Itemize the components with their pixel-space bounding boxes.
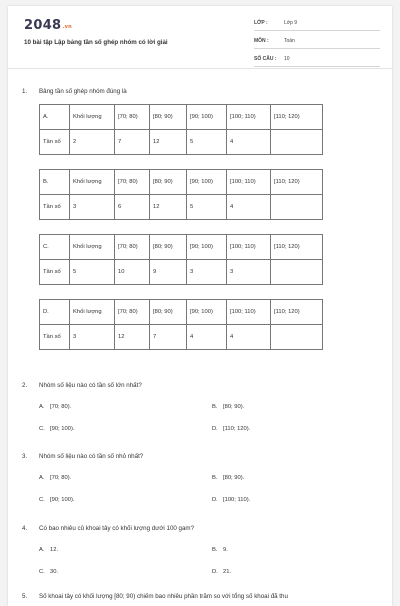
table-row (40, 300, 323, 325)
table-cell: [80; 90) (150, 235, 187, 260)
table-cell: 12 (150, 130, 187, 155)
table-cell: 12 (150, 195, 187, 220)
option-letter: C. (40, 235, 70, 260)
meta-label: LỚP : (254, 20, 268, 26)
table-cell: [90; 100) (187, 105, 227, 130)
table-cell (271, 130, 323, 155)
frequency-table-b[interactable] (39, 169, 323, 220)
meta-value: Toán (284, 38, 295, 44)
table-header-cell: Khối lượng (70, 235, 115, 260)
option-letter: D. (40, 300, 70, 325)
option-letter: A. (39, 404, 45, 410)
table-row (40, 195, 323, 220)
question-number: 4. (22, 525, 28, 532)
option-text: 12. (50, 547, 59, 553)
question-number: 5. (22, 593, 28, 600)
table-header-cell: Tần số (40, 325, 70, 350)
table-cell: 4 (187, 325, 227, 350)
option-text: [80; 90). (223, 404, 245, 410)
table-cell: 5 (70, 260, 115, 285)
meta-label: SỐ CÂU : (254, 56, 277, 62)
table-row (40, 235, 323, 260)
table-cell: 12 (115, 325, 150, 350)
document-header (8, 6, 392, 69)
option-text: [110; 120). (223, 426, 251, 432)
site-logo[interactable] (24, 18, 72, 33)
q3-option-d[interactable] (212, 497, 250, 503)
table-row (40, 170, 323, 195)
option-letter: C. (39, 497, 45, 503)
table-cell: [110; 120) (271, 235, 323, 260)
document-title: 10 bài tập Lập bảng tần số ghép nhóm có lời giải (24, 39, 168, 46)
table-cell: 4 (227, 130, 271, 155)
option-letter: B. (212, 475, 218, 481)
frequency-table-a[interactable] (39, 104, 323, 155)
table-cell: [70; 80) (115, 300, 150, 325)
option-text: [70; 80). (50, 475, 72, 481)
table-cell: [70; 80) (115, 170, 150, 195)
option-letter: A. (40, 105, 70, 130)
question-text: Số khoai tây có khối lượng [80; 90) chiếm bao nhiêu phần trăm so với tổng số khoai đã thu (39, 593, 288, 600)
option-text: 30. (50, 569, 59, 575)
option-letter: D. (212, 426, 218, 432)
table-header-cell: Tần số (40, 130, 70, 155)
table-cell: 7 (115, 130, 150, 155)
frequency-table-c[interactable] (39, 234, 323, 285)
q4-option-c[interactable] (39, 569, 58, 575)
table-row (40, 325, 323, 350)
table-cell: 3 (70, 325, 115, 350)
table-cell: [110; 120) (271, 300, 323, 325)
table-cell: 7 (150, 325, 187, 350)
option-letter: D. (212, 569, 218, 575)
table-row (40, 260, 323, 285)
table-cell: [90; 100) (187, 235, 227, 260)
question-number: 3. (22, 453, 28, 460)
table-header-cell: Khối lượng (70, 105, 115, 130)
table-cell: 2 (70, 130, 115, 155)
logo-text: 2048 (24, 18, 62, 33)
meta-subject (254, 36, 380, 49)
table-cell: 6 (115, 195, 150, 220)
meta-label: MÔN : (254, 38, 269, 44)
table-cell: [90; 100) (187, 170, 227, 195)
option-text: [70; 80). (50, 404, 72, 410)
option-text: [80; 90). (223, 475, 245, 481)
table-cell: [100; 110) (227, 170, 271, 195)
question-text: Có bao nhiêu củ khoai tây có khối lượng dưới 100 gam? (39, 525, 195, 532)
table-cell: 3 (70, 195, 115, 220)
q3-option-c[interactable] (39, 497, 75, 503)
option-letter: C. (39, 426, 45, 432)
table-cell: 5 (187, 195, 227, 220)
logo-suffix: .vn (62, 24, 73, 30)
table-cell: 3 (227, 260, 271, 285)
meta-value: Lớp 9 (284, 20, 298, 26)
table-cell (271, 325, 323, 350)
table-row (40, 105, 323, 130)
option-letter: B. (212, 547, 218, 553)
table-cell: [90; 100) (187, 300, 227, 325)
option-letter: C. (39, 569, 45, 575)
table-cell: 10 (115, 260, 150, 285)
table-cell (271, 195, 323, 220)
option-letter: A. (39, 475, 45, 481)
question-text: Bảng tần số ghép nhóm đúng là (39, 88, 127, 95)
meta-value: 10 (284, 56, 290, 62)
q4-option-a[interactable] (39, 547, 58, 553)
table-cell: [100; 110) (227, 235, 271, 260)
option-text: [100; 110). (223, 497, 251, 503)
table-cell: 9 (150, 260, 187, 285)
document-meta (254, 18, 380, 72)
question-text: Nhóm số liệu nào có tần số nhỏ nhất? (39, 453, 144, 460)
q3-option-a[interactable] (39, 475, 71, 481)
option-text: [90; 100). (50, 426, 75, 432)
table-cell: [80; 90) (150, 105, 187, 130)
table-cell (271, 260, 323, 285)
option-letter: B. (40, 170, 70, 195)
q4-option-d[interactable] (212, 569, 231, 575)
table-header-cell: Khối lượng (70, 300, 115, 325)
table-header-cell: Khối lượng (70, 170, 115, 195)
q2-option-d[interactable] (212, 426, 250, 432)
question-number: 2. (22, 382, 28, 389)
table-cell: 4 (227, 195, 271, 220)
option-text: 21. (223, 569, 232, 575)
table-cell: [70; 80) (115, 105, 150, 130)
table-cell: [80; 90) (150, 300, 187, 325)
option-text: 9. (223, 547, 228, 553)
option-letter: D. (212, 497, 218, 503)
q4-option-b[interactable] (212, 547, 228, 553)
table-cell: [80; 90) (150, 170, 187, 195)
meta-count (254, 54, 380, 67)
table-cell: [110; 120) (271, 105, 323, 130)
table-cell: 4 (227, 325, 271, 350)
table-cell: [110; 120) (271, 170, 323, 195)
table-cell: [100; 110) (227, 105, 271, 130)
q3-option-b[interactable] (212, 475, 244, 481)
option-letter: A. (39, 547, 45, 553)
frequency-table-d[interactable] (39, 299, 323, 350)
option-letter: B. (212, 404, 218, 410)
table-cell: 3 (187, 260, 227, 285)
table-cell: 5 (187, 130, 227, 155)
table-header-cell: Tần số (40, 195, 70, 220)
table-row (40, 130, 323, 155)
option-text: [90; 100). (50, 497, 75, 503)
table-cell: [100; 110) (227, 300, 271, 325)
document-page (8, 6, 392, 606)
question-number: 1. (22, 88, 28, 95)
q2-option-a[interactable] (39, 404, 71, 410)
table-cell: [70; 80) (115, 235, 150, 260)
q2-option-b[interactable] (212, 404, 244, 410)
q2-option-c[interactable] (39, 426, 75, 432)
meta-grade (254, 18, 380, 31)
table-header-cell: Tần số (40, 260, 70, 285)
question-text: Nhóm số liệu nào có tần số lớn nhất? (39, 382, 142, 389)
